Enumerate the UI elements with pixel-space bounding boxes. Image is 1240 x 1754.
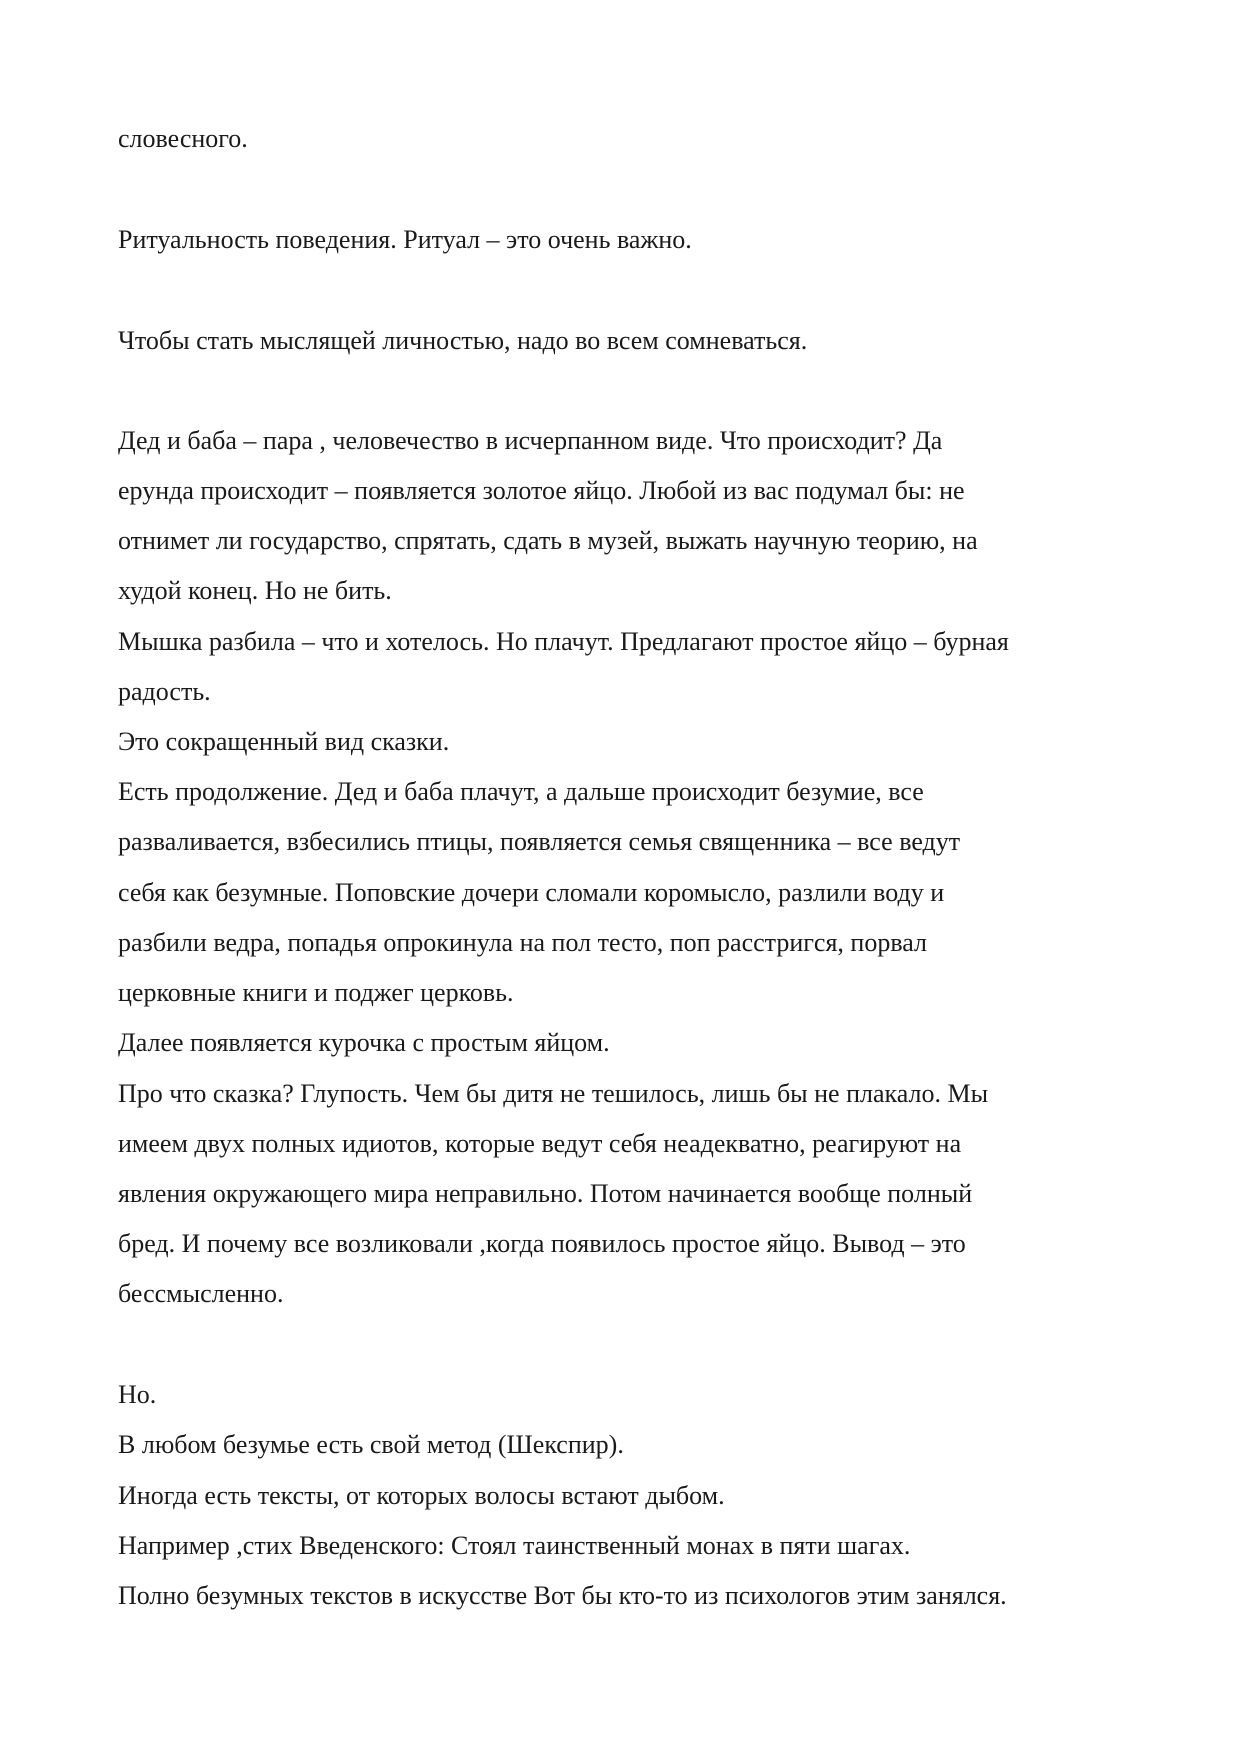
text-line: Ритуальность поведения. Ритуал – это очень важно. xyxy=(118,225,692,254)
text-line: Но. xyxy=(118,1380,157,1409)
text-line: Есть продолжение. Дед и баба плачут, а дальше происходит безумие, все xyxy=(118,777,924,806)
text-line: худой конец. Но не бить. xyxy=(118,576,392,605)
text-line: бред. И почему все возликовали ,когда появилось простое яйцо. Вывод – это xyxy=(118,1229,966,1258)
text-line: имеем двух полных идиотов, которые ведут себя неадекватно, реагируют на xyxy=(118,1129,962,1158)
text-line: Далее появляется курочка с простым яйцом. xyxy=(118,1028,610,1057)
text-line: отнимет ли государство, спрятать, сдать в музей, выжать научную теорию, на xyxy=(118,526,978,555)
text-line: Это сокращенный вид сказки. xyxy=(118,727,450,756)
text-line: Про что сказка? Глупость. Чем бы дитя не тешилось, лишь бы не плакало. Мы xyxy=(118,1079,989,1108)
text-line: радость. xyxy=(118,677,211,706)
text-line: бессмысленно. xyxy=(118,1279,284,1308)
text-line: разбили ведра, попадья опрокинула на пол тесто, поп расстригся, порвал xyxy=(118,928,927,957)
text-line: В любом безумье есть свой метод (Шекспир). xyxy=(118,1430,624,1459)
text-line: церковные книги и поджег церковь. xyxy=(118,978,514,1007)
text-line: разваливается, взбесились птицы, появляется семья священника – все ведут xyxy=(118,827,961,856)
text-line: Полно безумных текстов в искусстве Вот бы кто-то из психологов этим занялся. xyxy=(118,1581,1007,1610)
text-line: Чтобы стать мыслящей личностью, надо во всем сомневаться. xyxy=(118,326,808,355)
text-line: словесного. xyxy=(118,124,248,153)
text-line: себя как безумные. Поповские дочери сломали коромысло, разлили воду и xyxy=(118,878,945,907)
text-line: Дед и баба – пара , человечество в исчерпанном виде. Что происходит? Да xyxy=(118,426,943,455)
text-line: Например ,стих Введенского: Стоял таинственный монах в пяти шагах. xyxy=(118,1531,911,1560)
text-line: Иногда есть тексты, от которых волосы встают дыбом. xyxy=(118,1481,725,1510)
text-line: ерунда происходит – появляется золотое яйцо. Любой из вас подумал бы: не xyxy=(118,476,965,505)
text-line: явления окружающего мира неправильно. Потом начинается вообще полный xyxy=(118,1179,973,1208)
text-line: Мышка разбила – что и хотелось. Но плачут. Предлагают простое яйцо – бурная xyxy=(118,627,1009,656)
